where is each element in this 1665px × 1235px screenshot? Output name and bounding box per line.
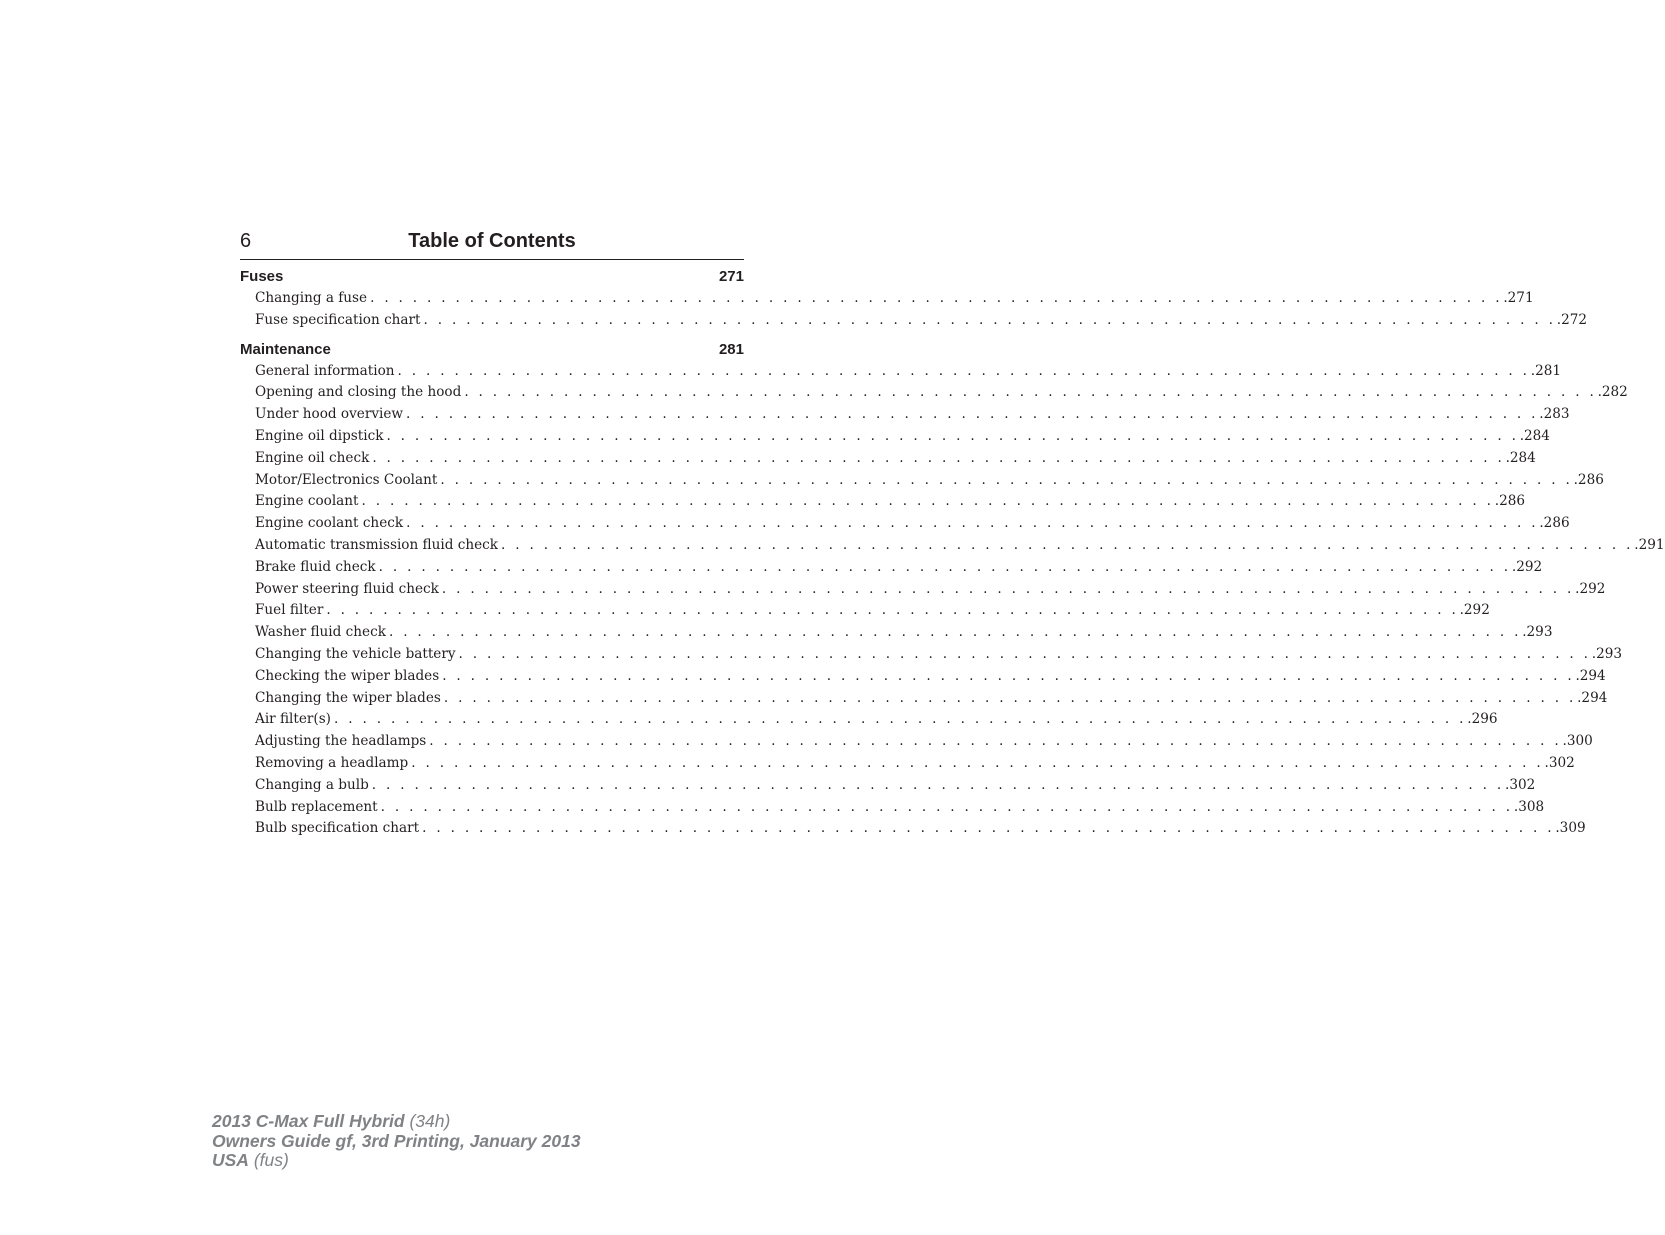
toc-entry[interactable] <box>240 557 1543 579</box>
entry-page: .286 <box>1494 493 1526 510</box>
entry-title: Changing the wiper blades <box>255 689 441 706</box>
entry-title: Removing a headlamp <box>255 754 409 771</box>
dot-leader: . . . . . . . . . . . . . . . . . . . . . . . . . . . . . . . . . . . . . . . . . . . . . . . . . . . . . . . . . . . . . . . . . . . . . . . . . . . . . . . . <box>372 449 1505 466</box>
entry-page: .272 <box>1556 311 1588 328</box>
table-of-contents <box>240 266 1665 847</box>
toc-entry[interactable] <box>240 797 1545 819</box>
dot-leader: . . . . . . . . . . . . . . . . . . . . . . . . . . . . . . . . . . . . . . . . . . . . . . . . . . . . . . . . . . . . . . . . . . . . . . . . . . . . . . . . <box>371 776 1505 793</box>
entry-page: .286 <box>1573 471 1604 488</box>
entry-page: .292 <box>1575 580 1606 597</box>
entry-title: Checking the wiper blades <box>255 667 440 684</box>
entry-page: .284 <box>1505 449 1536 466</box>
toc-entry[interactable] <box>240 579 1606 601</box>
entry-title: Fuel filter <box>255 602 324 619</box>
toc-entry[interactable] <box>240 310 1588 332</box>
entry-page: .294 <box>1575 667 1606 684</box>
entry-page: .293 <box>1591 645 1623 662</box>
section-title: Fuses <box>240 268 284 285</box>
toc-entry[interactable] <box>240 688 1608 710</box>
entry-page: .309 <box>1555 820 1586 837</box>
entry-title: Adjusting the headlamps <box>255 733 427 750</box>
entry-page: .282 <box>1597 384 1628 401</box>
entry-title: Engine coolant check <box>255 515 404 532</box>
entry-title: Washer fluid check <box>255 624 386 641</box>
entry-page: .286 <box>1539 515 1570 532</box>
footer-model-code: (34h) <box>409 1111 451 1131</box>
dot-leader: . . . . . . . . . . . . . . . . . . . . . . . . . . . . . . . . . . . . . . . . . . . . . . . . . . . . . . . . . . . . . . . . . . . . . . . . . . . . . . . . <box>388 624 1522 641</box>
dot-leader: . . . . . . . . . . . . . . . . . . . . . . . . . . . . . . . . . . . . . . . . . . . . . . . . . . . . . . . . . . . . . . . . . . . . . . . . . . . . . . . . <box>423 311 1556 328</box>
entry-page: .271 <box>1503 290 1534 306</box>
dot-leader: . . . . . . . . . . . . . . . . . . . . . . . . . . . . . . . . . . . . . . . . . . . . . . . . . . . . . . . . . . . . . . . . . . . . . . . . . . . . . . . . <box>501 536 1634 553</box>
entry-title: Changing a bulb <box>255 776 369 793</box>
dot-leader: . . . . . . . . . . . . . . . . . . . . . . . . . . . . . . . . . . . . . . . . . . . . . . . . . . . . . . . . . . . . . . . . . . . . . . . . . . . . . . . . <box>361 493 1494 510</box>
dot-leader: . . . . . . . . . . . . . . . . . . . . . . . . . . . . . . . . . . . . . . . . . . . . . . . . . . . . . . . . . . . . . . . . . . . . . . . . . . . . . . . . <box>326 602 1459 619</box>
page-title: Table of Contents <box>408 230 576 252</box>
entry-page: .300 <box>1562 733 1593 750</box>
footer-line-1 <box>212 1112 581 1132</box>
toc-entry[interactable] <box>240 470 1604 492</box>
toc-entry[interactable] <box>240 818 1586 840</box>
dot-leader: . . . . . . . . . . . . . . . . . . . . . . . . . . . . . . . . . . . . . . . . . . . . . . . . . . . . . . . . . . . . . . . . . . . . . . . . . . . . . . . . <box>422 820 1555 837</box>
dot-leader: . . . . . . . . . . . . . . . . . . . . . . . . . . . . . . . . . . . . . . . . . . . . . . . . . . . . . . . . . . . . . . . . . . . . . . . . . . . . . . . . <box>443 689 1577 706</box>
section-title: Maintenance <box>240 340 331 358</box>
toc-entry[interactable] <box>240 513 1570 535</box>
entry-page: .302 <box>1544 754 1575 771</box>
toc-entry[interactable] <box>240 666 1606 688</box>
toc-entry[interactable] <box>240 709 1498 731</box>
toc-section <box>240 339 1665 841</box>
dot-leader: . . . . . . . . . . . . . . . . . . . . . . . . . . . . . . . . . . . . . . . . . . . . . . . . . . . . . . . . . . . . . . . . . . . . . . . . . . . . . . . . <box>370 290 1503 306</box>
entry-page: .294 <box>1577 689 1608 706</box>
section-heading[interactable] <box>240 339 744 361</box>
entry-title: Engine coolant <box>255 493 359 510</box>
entry-page: .291 <box>1634 536 1665 553</box>
dot-leader: . . . . . . . . . . . . . . . . . . . . . . . . . . . . . . . . . . . . . . . . . . . . . . . . . . . . . . . . . . . . . . . . . . . . . . . . . . . . . . . . <box>411 754 1544 771</box>
section-page: 281 <box>718 340 744 358</box>
entry-title: Opening and closing the hood <box>255 384 462 401</box>
entry-title: Bulb replacement <box>255 798 378 815</box>
entry-page: .283 <box>1539 406 1570 423</box>
entry-page: .281 <box>1530 362 1562 379</box>
dot-leader: . . . . . . . . . . . . . . . . . . . . . . . . . . . . . . . . . . . . . . . . . . . . . . . . . . . . . . . . . . . . . . . . . . . . . . . . . . . . . . . . <box>458 645 1591 662</box>
entry-page: .308 <box>1513 798 1545 815</box>
dot-leader: . . . . . . . . . . . . . . . . . . . . . . . . . . . . . . . . . . . . . . . . . . . . . . . . . . . . . . . . . . . . . . . . . . . . . . . . . . . . . . . . <box>406 406 1539 423</box>
toc-entry[interactable] <box>240 448 1536 470</box>
toc-entry[interactable] <box>240 404 1570 426</box>
toc-entry[interactable] <box>240 753 1575 775</box>
entry-page: .292 <box>1511 558 1543 575</box>
dot-leader: . . . . . . . . . . . . . . . . . . . . . . . . . . . . . . . . . . . . . . . . . . . . . . . . . . . . . . . . . . . . . . . . . . . . . . . . . . . . . . . . <box>464 384 1597 401</box>
dot-leader: . . . . . . . . . . . . . . . . . . . . . . . . . . . . . . . . . . . . . . . . . . . . . . . . . . . . . . . . . . . . . . . . . . . . . . . . . . . . . . . . <box>442 667 1575 684</box>
dot-leader: . . . . . . . . . . . . . . . . . . . . . . . . . . . . . . . . . . . . . . . . . . . . . . . . . . . . . . . . . . . . . . . . . . . . . . . . . . . . . . . . <box>440 471 1573 488</box>
footer-line-2 <box>212 1132 581 1152</box>
dot-leader: . . . . . . . . . . . . . . . . . . . . . . . . . . . . . . . . . . . . . . . . . . . . . . . . . . . . . . . . . . . . . . . . . . . . . . . . . . . . . . . . <box>441 580 1575 597</box>
footer-model: 2013 C-Max Full Hybrid <box>212 1111 405 1131</box>
entry-page: .302 <box>1505 776 1536 793</box>
entry-title: General information <box>255 362 395 379</box>
entry-title: Under hood overview <box>255 406 404 423</box>
page-header <box>240 228 744 260</box>
toc-entry[interactable] <box>240 382 1628 404</box>
entry-page: .292 <box>1459 602 1490 619</box>
entry-title: Power steering fluid check <box>255 580 439 597</box>
footer <box>212 1112 581 1171</box>
toc-entry[interactable] <box>240 775 1536 797</box>
entry-title: Motor/Electronics Coolant <box>255 471 438 488</box>
dot-leader: . . . . . . . . . . . . . . . . . . . . . . . . . . . . . . . . . . . . . . . . . . . . . . . . . . . . . . . . . . . . . . . . . . . . . . . . . . . . . . . . <box>380 798 1513 815</box>
footer-line-3 <box>212 1151 581 1171</box>
toc-section <box>240 266 1588 332</box>
toc-entry[interactable] <box>240 426 1550 448</box>
dot-leader: . . . . . . . . . . . . . . . . . . . . . . . . . . . . . . . . . . . . . . . . . . . . . . . . . . . . . . . . . . . . . . . . . . . . . . . . . . . . . . . . <box>378 558 1511 575</box>
dot-leader: . . . . . . . . . . . . . . . . . . . . . . . . . . . . . . . . . . . . . . . . . . . . . . . . . . . . . . . . . . . . . . . . . . . . . . . . . . . . . . . . <box>397 362 1530 379</box>
toc-entry[interactable] <box>240 361 1562 383</box>
entry-title: Air filter(s) <box>255 711 331 728</box>
entry-title: Engine oil dipstick <box>255 427 384 444</box>
entry-title: Engine oil check <box>255 449 370 466</box>
entry-title: Automatic transmission fluid check <box>255 536 499 553</box>
dot-leader: . . . . . . . . . . . . . . . . . . . . . . . . . . . . . . . . . . . . . . . . . . . . . . . . . . . . . . . . . . . . . . . . . . . . . . . . . . . . . . . . <box>406 515 1539 532</box>
toc-entry[interactable] <box>240 644 1623 666</box>
toc-entry[interactable] <box>240 600 1490 622</box>
entry-title: Fuse specification chart <box>255 311 421 328</box>
footer-market: USA <box>212 1150 249 1170</box>
footer-market-code: (fus) <box>253 1150 289 1170</box>
entry-title: Changing the vehicle battery <box>255 645 456 662</box>
entry-title: Brake fluid check <box>255 558 376 575</box>
dot-leader: . . . . . . . . . . . . . . . . . . . . . . . . . . . . . . . . . . . . . . . . . . . . . . . . . . . . . . . . . . . . . . . . . . . . . . . . . . . . . . . . <box>386 427 1519 444</box>
toc-entry[interactable] <box>240 491 1526 513</box>
entry-page: .284 <box>1519 427 1550 444</box>
dot-leader: . . . . . . . . . . . . . . . . . . . . . . . . . . . . . . . . . . . . . . . . . . . . . . . . . . . . . . . . . . . . . . . . . . . . . . . . . . . . . . . . <box>334 711 1467 728</box>
entry-page: .296 <box>1467 711 1498 728</box>
toc-entry[interactable] <box>240 731 1593 753</box>
footer-edition: Owners Guide gf, 3rd Printing, January 2013 <box>212 1130 581 1151</box>
section-page: 271 <box>718 268 744 285</box>
section-heading[interactable] <box>240 266 744 288</box>
toc-entry[interactable] <box>240 622 1553 644</box>
dot-leader: . . . . . . . . . . . . . . . . . . . . . . . . . . . . . . . . . . . . . . . . . . . . . . . . . . . . . . . . . . . . . . . . . . . . . . . . . . . . . . . . <box>429 733 1562 750</box>
entry-title: Bulb specification chart <box>255 820 420 837</box>
page-number: 6 <box>240 230 252 252</box>
entry-page: .293 <box>1522 624 1553 641</box>
entry-title: Changing a fuse <box>255 290 368 306</box>
toc-entry[interactable] <box>240 288 1534 310</box>
toc-entry[interactable] <box>240 535 1665 557</box>
